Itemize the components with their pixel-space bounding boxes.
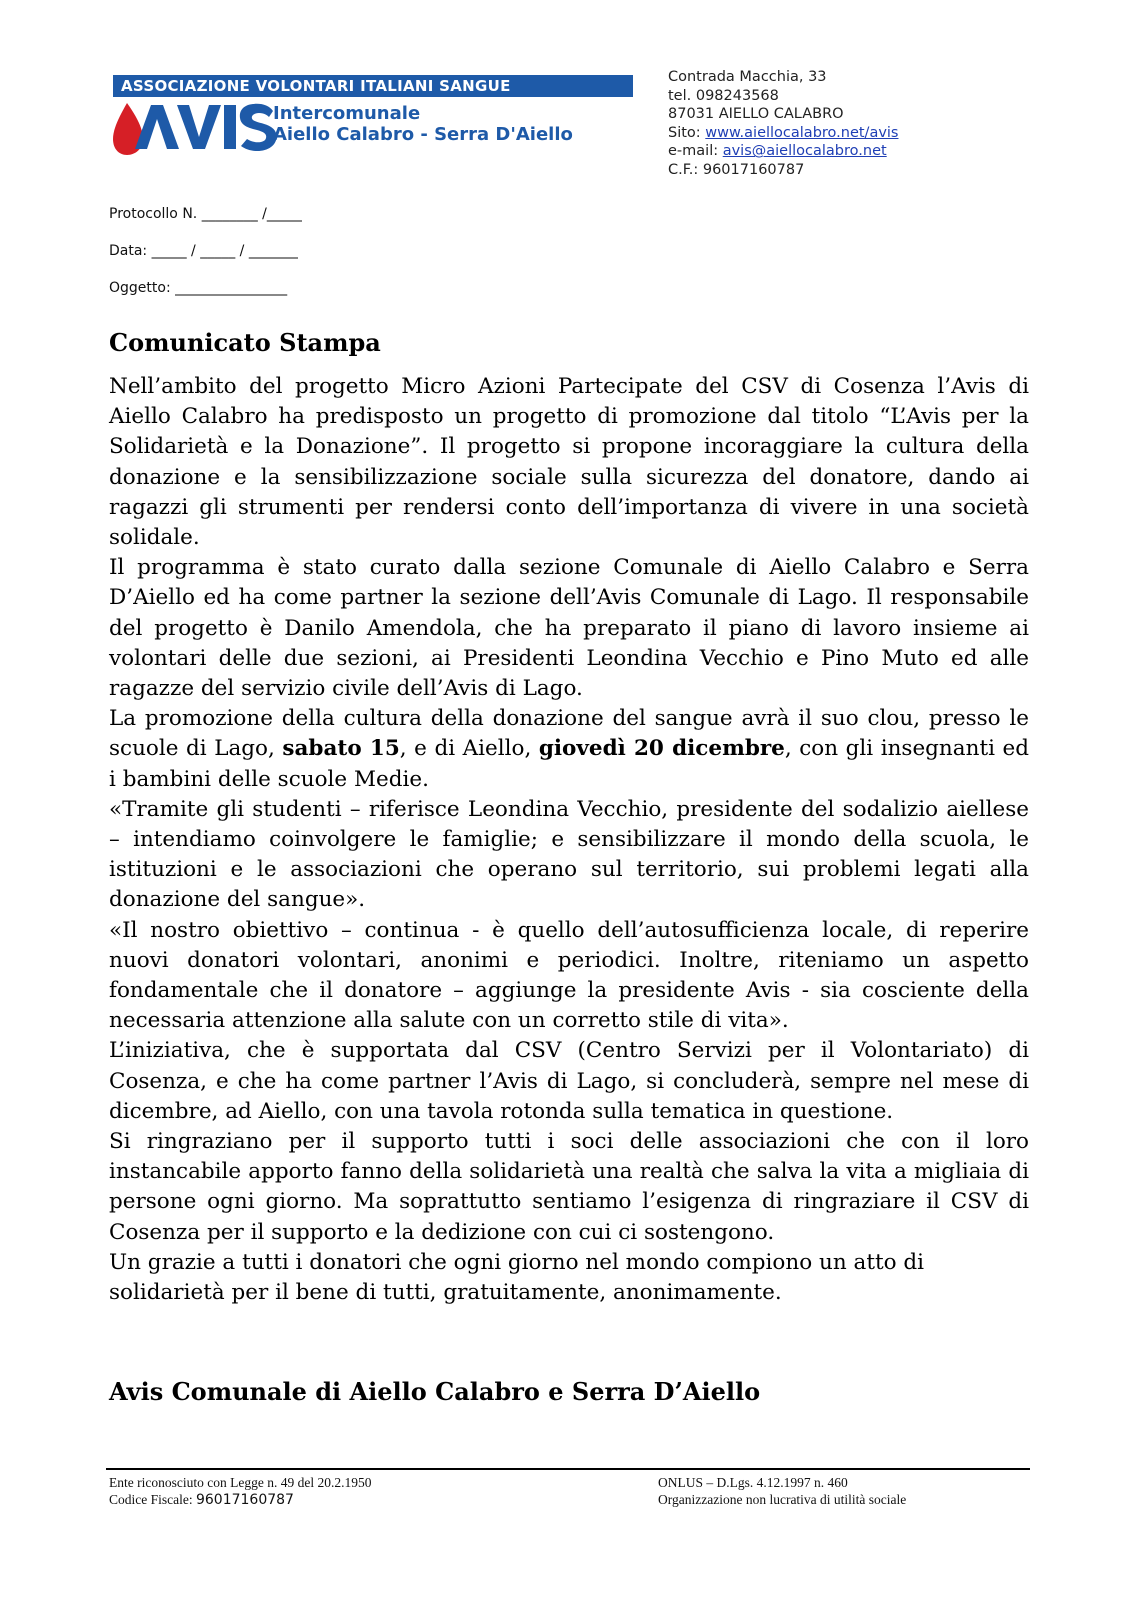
footer-tax-label: Codice Fiscale: — [109, 1492, 196, 1507]
contact-block — [668, 68, 899, 180]
oggetto-field: Oggetto: ________________ — [109, 280, 288, 296]
p3-text-c: , e di Aiello, — [399, 736, 539, 762]
footer-nonprofit: Organizzazione non lucrativa di utilità sociale — [658, 1492, 907, 1507]
protocollo-field: Protocollo N. ________ /_____ — [109, 206, 302, 222]
p3-date-aiello: giovedì 20 dicembre — [538, 736, 785, 762]
contact-site — [668, 124, 899, 143]
contact-tel: tel. 098243568 — [668, 87, 779, 104]
contact-email — [668, 142, 899, 161]
logo-line-2: Aiello Calabro - Serra D'Aiello — [273, 124, 573, 145]
footer-tax-code — [109, 1491, 371, 1509]
footer-onlus: ONLUS – D.Lgs. 4.12.1997 n. 460 — [658, 1475, 848, 1490]
paragraph-5: «Il nostro obiettivo – continua - è quello dell’autosufficienza locale, di reperire nuovi donatori volontari, anonimi e periodici. Inoltre, riteniamo un aspetto fondamentale che il donatore – aggiunge la presidente Avis - sia cosciente della necessaria attenzione alla salute con un corretto stile di vita». — [109, 917, 1029, 1034]
signature: Avis Comunale di Aiello Calabro e Serra D’Aiello — [109, 1377, 761, 1406]
footer-left — [109, 1474, 371, 1509]
paragraph-6: L’iniziativa, che è supportata dal CSV (Centro Servizi per il Volontariato) di Cosenza, e che ha come partner l’Avis di Lago, si concluderà, sempre nel mese di dicembre, ad Aiello, con una tavola rotonda sulla tematica in questione. — [109, 1038, 1029, 1124]
avis-logo — [113, 75, 633, 155]
paragraph-2: Il programma è stato curato dalla sezione Comunale di Aiello Calabro e Serra D’Aiello ed ha come partner la sezione dell’Avis Comunale di Lago. Il responsabile del progetto è Danilo Amendola, che ha preparato il piano di lavoro insieme ai volontari delle due sezioni, ai Presidenti Leondina Vecchio e Pino Muto ed alle ragazze del servizio civile dell’Avis di Lago. — [109, 555, 1029, 702]
logo-subtitle — [273, 103, 573, 145]
paragraph-4: «Tramite gli studenti – riferisce Leondina Vecchio, presidente del sodalizio aiellese – intendiamo coinvolgere le famiglie; e sensibilizzare il mondo della scuola, le istituzioni e le associazioni che operano sul territorio, sui problemi legati alla donazione del sangue». — [109, 796, 1029, 913]
data-field: Data: _____ / _____ / _______ — [109, 243, 298, 259]
footer-divider — [106, 1468, 1030, 1470]
press-release-body — [109, 372, 1029, 1308]
site-link[interactable]: www.aiellocalabro.net/avis — [705, 124, 899, 141]
contact-address: Contrada Macchia, 33 — [668, 69, 827, 85]
paragraph-3 — [109, 704, 1029, 795]
avis-logo-mark — [113, 99, 283, 155]
p3-text-a: La promozione della cultura della donazione del sangue avrà il suo clou, presso le scuole di Lago, — [109, 706, 1029, 762]
logo-banner: ASSOCIAZIONE VOLONTARI ITALIANI SANGUE — [113, 75, 633, 97]
footer-right — [658, 1474, 906, 1508]
paragraph-7: Si ringraziano per il supporto tutti i soci delle associazioni che con il loro instancabile apporto fanno della solidarietà una realtà che salva la vita a migliaia di persone ogni giorno. Ma soprattutto sentiamo l’esigenza di ringraziare il CSV di Cosenza per il supporto e la dedizione con cui ci sostengono. — [109, 1129, 1029, 1245]
email-link[interactable]: avis@aiellocalabro.net — [722, 143, 887, 160]
logo-line-1: Intercomunale — [273, 103, 421, 124]
p3-text-e: , con gli insegnanti ed i bambini delle scuole Medie. — [109, 736, 1029, 792]
footer-legal-recognition: Ente riconosciuto con Legge n. 49 del 20.2.1950 — [109, 1475, 372, 1490]
paragraph-1: Nell’ambito del progetto Micro Azioni Partecipate del CSV di Cosenza l’Avis di Aiello Calabro ha predisposto un progetto di promozione dal titolo “L’Avis per la Solidarietà e la Donazione”. Il progetto si propone incoraggiare la cultura della donazione e la sensibilizzazione sociale sulla sicurezza del donatore, dando ai ragazzi gli strumenti per rendersi conto dell’importanza di vivere in una società solidale. — [109, 374, 1029, 551]
contact-city: 87031 AIELLO CALABRO — [668, 106, 844, 123]
footer-tax-value: 96017160787 — [195, 1492, 294, 1508]
paragraph-8: Un grazie a tutti i donatori che ogni giorno nel mondo compiono un atto di solidarietà per il bene di tutti, gratuitamente, anonimamente. — [109, 1249, 925, 1306]
page-title: Comunicato Stampa — [109, 328, 381, 357]
site-label: Sito: — [668, 124, 706, 141]
contact-cf: C.F.: 96017160787 — [668, 161, 805, 178]
p3-date-lago: sabato 15 — [282, 736, 400, 762]
email-label: e-mail: — [668, 143, 723, 160]
